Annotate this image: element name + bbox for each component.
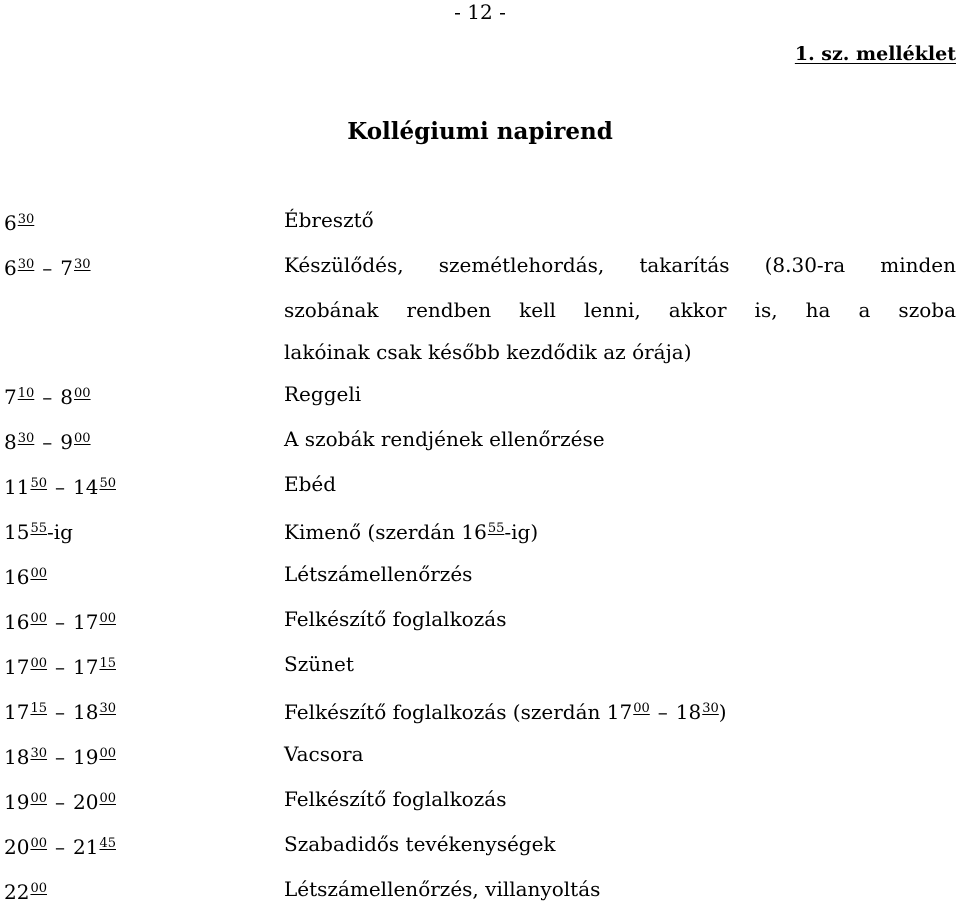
end-minute: 00 <box>99 746 116 761</box>
activity-text: Felkészítő foglalkozás (szerdán 17 <box>284 700 633 724</box>
start-minute: 00 <box>30 566 47 581</box>
time-cell <box>4 508 284 553</box>
activity-cell: A szobák rendjének ellenőrzése <box>284 427 605 451</box>
range-dash: – <box>55 700 65 724</box>
time-cell <box>4 778 284 823</box>
schedule-row <box>4 553 956 598</box>
schedule-row <box>4 688 956 733</box>
end-minute: 30 <box>74 257 91 272</box>
schedule-row <box>4 598 956 643</box>
time-cell <box>4 244 284 289</box>
start-minute: 00 <box>30 791 47 806</box>
schedule-row <box>4 733 956 778</box>
time-cell <box>4 868 284 913</box>
range-dash: – <box>42 385 53 409</box>
start-minute: 00 <box>30 656 47 671</box>
end-hour: 9 <box>60 430 74 454</box>
time-cell <box>4 688 284 733</box>
activity-cell: Készülődés, szemétlehordás, takarítás (8.30-ra minden <box>284 253 956 277</box>
time-cell-empty <box>4 331 284 373</box>
schedule-row <box>4 244 956 289</box>
schedule-row <box>4 199 956 244</box>
end-minute: 00 <box>74 431 91 446</box>
range-dash: – <box>55 475 65 499</box>
start-minute: 15 <box>30 701 47 716</box>
start-minute: 00 <box>30 611 47 626</box>
range-dash: – <box>55 655 65 679</box>
range-dash: – <box>42 430 53 454</box>
page-number: - 12 - <box>454 0 506 24</box>
start-minute: 00 <box>30 836 47 851</box>
activity-cell: szobának rendben kell lenni, akkor is, ha a szoba <box>284 298 956 322</box>
start-hour: 15 <box>4 520 30 544</box>
activity-cell: Szabadidős tevékenységek <box>284 832 556 856</box>
time-cell <box>4 643 284 688</box>
start-hour: 19 <box>4 790 30 814</box>
end-minute: 00 <box>99 611 116 626</box>
schedule-row <box>4 418 956 463</box>
range-dash: – <box>42 256 53 280</box>
activity-cell: Felkészítő foglalkozás <box>284 787 507 811</box>
activity-cell: Szünet <box>284 652 354 676</box>
activity-text-end: -ig) <box>504 520 539 544</box>
activity-cell <box>284 688 956 733</box>
attachment-label: 1. sz. melléklet <box>794 43 956 65</box>
start-hour: 18 <box>4 745 30 769</box>
start-hour: 8 <box>4 430 17 454</box>
activity-dash: – <box>657 700 668 724</box>
schedule-table <box>4 199 956 913</box>
end-minute: 45 <box>99 836 116 851</box>
range-dash: – <box>55 610 65 634</box>
end-hour: 20 <box>73 790 99 814</box>
time-cell <box>4 463 284 508</box>
activity-cell: Létszámellenőrzés <box>284 562 473 586</box>
start-minute: 00 <box>30 881 47 896</box>
activity-minute-2: 30 <box>702 701 719 716</box>
end-hour: 8 <box>60 385 74 409</box>
schedule-row <box>4 868 956 913</box>
activity-text-end: ) <box>718 700 727 724</box>
schedule-row <box>4 823 956 868</box>
schedule-row <box>4 373 956 418</box>
end-hour: 14 <box>73 475 99 499</box>
activity-cell: Ebéd <box>284 472 337 496</box>
schedule-row <box>4 463 956 508</box>
activity-cell: Reggeli <box>284 382 362 406</box>
end-minute: 50 <box>99 476 116 491</box>
start-minute: 50 <box>30 476 47 491</box>
time-cell <box>4 373 284 418</box>
start-minute: 30 <box>17 431 35 446</box>
activity-cell: Vacsora <box>284 742 364 766</box>
end-hour: 18 <box>73 700 99 724</box>
end-hour: 17 <box>73 655 99 679</box>
start-hour: 16 <box>4 565 30 589</box>
activity-cell: Létszámellenőrzés, villanyoltás <box>284 877 601 901</box>
schedule-row <box>4 508 956 553</box>
time-cell <box>4 733 284 778</box>
end-minute: 30 <box>99 701 116 716</box>
time-cell <box>4 418 284 463</box>
activity-hour: 18 <box>675 700 702 724</box>
schedule-row <box>4 778 956 823</box>
activity-cell <box>284 508 956 553</box>
activity-minute: 55 <box>487 521 505 536</box>
start-hour: 17 <box>4 655 30 679</box>
range-dash: – <box>55 790 65 814</box>
end-hour: 17 <box>73 610 99 634</box>
start-minute: 30 <box>17 257 35 272</box>
activity-cell: Ébresztő <box>284 208 374 232</box>
activity-text: Kimenő (szerdán 16 <box>284 520 487 544</box>
start-hour: 7 <box>4 385 17 409</box>
end-hour: 19 <box>73 745 99 769</box>
start-hour: 22 <box>4 880 30 904</box>
start-minute: 30 <box>30 746 47 761</box>
activity-cell: lakóinak csak később kezdődik az órája) <box>284 340 692 364</box>
end-hour: 21 <box>73 835 99 859</box>
activity-cell: Felkészítő foglalkozás <box>284 607 507 631</box>
schedule-row <box>4 643 956 688</box>
schedule-row-continuation <box>4 289 956 331</box>
time-suffix: -ig <box>47 520 73 544</box>
range-dash: – <box>55 745 65 769</box>
end-minute: 00 <box>74 386 91 401</box>
start-hour: 6 <box>4 256 17 280</box>
document-title: Kollégiumi napirend <box>347 118 613 145</box>
time-cell <box>4 823 284 868</box>
time-cell <box>4 199 284 244</box>
time-cell-empty <box>4 289 284 331</box>
end-minute: 00 <box>99 791 116 806</box>
activity-minute: 00 <box>633 701 650 716</box>
end-minute: 15 <box>99 656 116 671</box>
start-minute: 10 <box>17 386 35 401</box>
schedule-row-continuation <box>4 331 956 373</box>
end-hour: 7 <box>60 256 74 280</box>
start-hour: 11 <box>4 475 30 499</box>
start-hour: 17 <box>4 700 30 724</box>
start-hour: 16 <box>4 610 30 634</box>
start-minute: 30 <box>17 212 35 227</box>
start-minute: 55 <box>30 521 47 536</box>
start-hour: 6 <box>4 211 17 235</box>
start-hour: 20 <box>4 835 30 859</box>
time-cell <box>4 553 284 598</box>
range-dash: – <box>55 835 65 859</box>
time-cell <box>4 598 284 643</box>
